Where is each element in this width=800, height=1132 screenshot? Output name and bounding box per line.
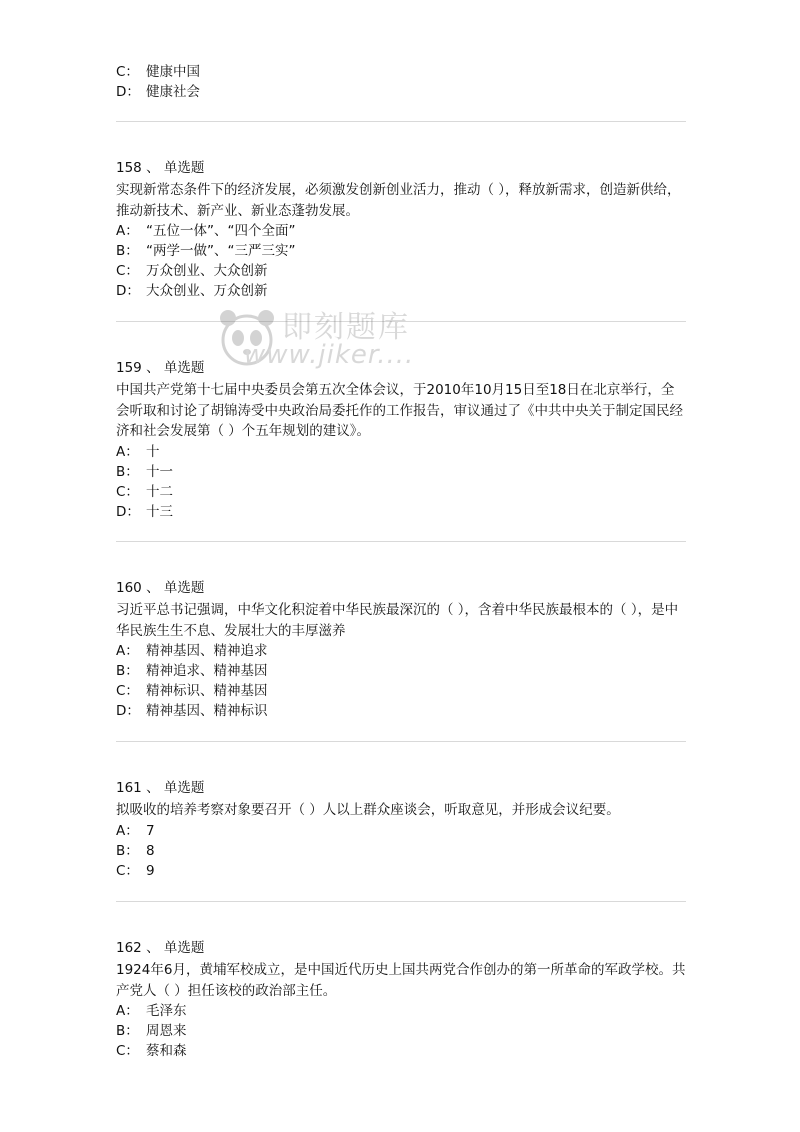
option-text: 健康中国 [146,64,200,80]
divider [116,901,686,902]
option-c: C： 9 [116,862,155,879]
watermark-brand: 即刻题库 [282,310,410,345]
divider [116,541,686,542]
question-158 [116,158,686,301]
option-d: D： 十三 [116,503,173,520]
question-stem: 实现新常态条件下的经济发展，必须激发创新创业活力，推动（ ），释放新需求，创造新供给，推动新技术、新产业、新业态蓬勃发展。 [116,182,681,219]
question-stem: 拟吸收的培养考察对象要召开（ ）人以上群众座谈会，听取意见，并形成会议纪要。 [116,802,620,818]
question-header: 158 、 单选题 [116,160,205,176]
question-header: 161 、 单选题 [116,780,205,796]
question-header: 159 、 单选题 [116,360,205,376]
option-b: B： “两学一做”、“三严三实” [116,243,296,259]
option-d: D： 大众创业、万众创新 [116,283,268,299]
option-b: B： 8 [116,842,155,859]
question-stem: 中国共产党第十七届中央委员会第五次全体会议，于2010年10月15日至18日在北京举行，全会听取和讨论了胡锦涛受中央政治局委托作的工作报告，审议通过了《中共中央关于制定国民经济和社会发展第（ ）个五年规划的建议》。 [116,382,683,439]
option-a: A： 7 [116,822,155,839]
divider [116,741,686,742]
question-header: 162 、 单选题 [116,940,205,956]
question-stem: 习近平总书记强调，中华文化积淀着中华民族最深沉的（ ），含着中华民族最根本的（ ），是中华民族生生不息、发展壮大的丰厚滋养 [116,602,679,639]
option-text: 健康社会 [146,84,200,100]
question-159 [116,358,686,522]
option-c [116,62,686,82]
option-c: C： 精神标识、精神基因 [116,683,268,699]
prev-question-options [116,62,686,102]
option-b: B： 十一 [116,463,173,480]
option-key: C： [116,64,139,80]
option-c: C： 蔡和森 [116,1043,187,1059]
question-stem: 1924年6月，黄埔军校成立，是中国近代历史上国共两党合作创办的第一所革命的军政学校。共产党人（ ）担任该校的政治部主任。 [116,962,686,999]
option-b: B： 精神追求、精神基因 [116,663,268,679]
option-c: C： 十二 [116,483,173,500]
option-a: A： 精神基因、精神追求 [116,643,268,659]
option-d [116,82,686,102]
option-d: D： 精神基因、精神标识 [116,703,268,719]
question-162 [116,938,686,1061]
watermark-url: www.jiker.... [244,340,415,370]
divider [116,321,686,322]
option-a: A： “五位一体”、“四个全面” [116,223,296,239]
question-160 [116,578,686,721]
option-key: D： [116,84,140,100]
question-161 [116,778,686,881]
option-b: B： 周恩来 [116,1023,187,1039]
divider [116,121,686,122]
option-a: A： 毛泽东 [116,1003,187,1019]
option-a: A： 十 [116,443,160,460]
option-c: C： 万众创业、大众创新 [116,263,268,279]
question-header: 160 、 单选题 [116,580,205,596]
